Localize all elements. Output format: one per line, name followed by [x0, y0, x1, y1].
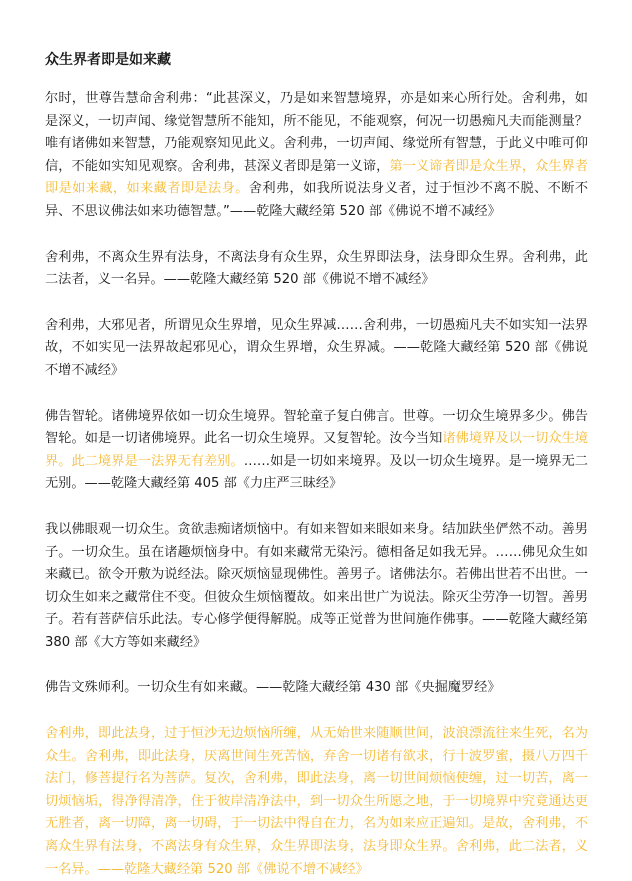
- paragraph-6: [45, 677, 588, 700]
- paragraph-5: [45, 519, 588, 655]
- paragraph-3: [45, 315, 588, 383]
- paragraph-7: [45, 723, 588, 881]
- paragraph-7-highlight: 舍利弗，即此法身，过于恒沙无边烦恼所缠，从无始世来随顺世间，波浪漂流往来生死，名为众生。舍利弗，即此法身，厌离世间生死苦恼，弃舍一切诸有欲求，行十波罗蜜，摄八万四千法门，修菩提行名为菩萨。复次，舍利弗，即此法身，离一切世间烦恼使缠，过一切苦，离一切烦恼垢，得净得清净，住于彼岸清净法中，到一切众生所愿之地，于一切境界中究竟通达更无胜者，离一切障，离一切碍，于一切法中得自在力，名为如来应正遍知。是故，舍利弗，不离众生界有法身，不离法身有众生界，众生界即法身，法身即众生界。舍利弗，此二法者，义一名异。——乾隆大藏经第 520 部《佛说不增不减经》: [45, 726, 588, 877]
- paragraph-5-text: 我以佛眼观一切众生。贪欲恚痴诸烦恼中。有如来智如来眼如来身。结加趺坐俨然不动。善男子。一切众生。虽在诸趣烦恼身中。有如来藏常无染污。德相备足如我无异。……佛见众生如来藏已。欲令开敷为说经法。除灭烦恼显现佛性。善男子。诸佛法尔。若佛出世若不出世。一切众生如来之藏常住不变。但彼众生烦恼覆故。如来出世广为说法。除灭尘劳净一切智。善男子。若有菩萨信乐此法。专心修学便得解脱。成等正觉普为世间施作佛事。——乾隆大藏经第 380 部《大方等如来藏经》: [45, 521, 588, 650]
- paragraph-2-text: 舍利弗，不离众生界有法身，不离法身有众生界，众生界即法身，法身即众生界。舍利弗，此二法者，义一名异。——乾隆大藏经第 520 部《佛说不增不减经》: [45, 249, 588, 288]
- paragraph-3-text: 舍利弗，大邪见者，所谓见众生界增，见众生界减……舍利弗，一切愚痴凡夫不如实知一法界故，不如实见一法界故起邪见心，谓众生界增，众生界减。——乾隆大藏经第 520 部《佛说不增不减经》: [45, 317, 588, 378]
- paragraph-4-highlight: 诸佛境界及以一切众生境界。此二境界是一法界无有差别。: [45, 431, 588, 469]
- paragraph-2: [45, 247, 588, 292]
- document-title: 众生界者即是如来藏: [45, 52, 171, 68]
- paragraph-6-text: 佛告文殊师利。一切众生有如来藏。——乾隆大藏经第 430 部《央掘魔罗经》: [45, 680, 501, 696]
- paragraph-1-text-end: 舍利弗，如我所说法身义者，过于恒沙不离不脱、不断不异、不思议佛法如来功德智慧。”——乾隆大藏经第 520 部《佛说不增不减经》: [45, 181, 589, 219]
- paragraph-1-text: 尔时，世尊告慧命舍利弗：“此甚深义，乃是如来智慧境界，亦是如来心所行处。舍利弗，如是深义，一切声闻、缘觉智慧所不能知，所不能见，不能观察，何况一切愚痴凡夫而能测量？唯有诸佛如来智慧，乃能观察知见此义。舍利弗，一切声闻、缘觉所有智慧，于此义中唯可仰信，不能如实知见观察。舍利弗，甚深义者即是第一义谛，: [45, 91, 588, 174]
- paragraph-4: [45, 406, 588, 496]
- paragraph-1-highlight: 第一义谛者即是众生界，众生界者即是如来藏，如来藏者即是法身。: [45, 158, 589, 197]
- paragraph-4-text-end: ……如是一切如来境界。及以一切众生境界。是一境界无二无别。——乾隆大藏经第 405 部《力庄严三昧经》: [45, 453, 588, 492]
- paragraph-1: [45, 88, 588, 224]
- paragraph-4-text: 佛告智轮。诸佛境界依如一切众生境界。智轮童子复白佛言。世尊。一切众生境界多少。佛告智轮。如是一切诸佛境界。此名一切众生境界。又复智轮。汝今当知: [45, 408, 588, 447]
